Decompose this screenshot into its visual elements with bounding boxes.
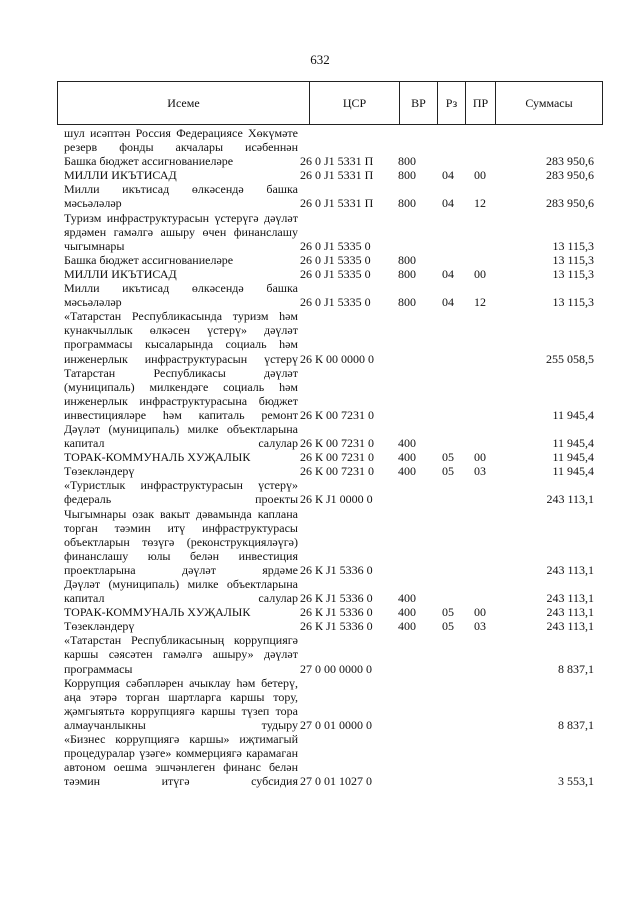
cell-name: Дәүләт (муниципаль) милке объектларына капитал салулар <box>64 577 298 606</box>
cell-vr: 400 <box>398 591 416 606</box>
table-row <box>64 619 596 633</box>
cell-sum: 255 058,5 <box>546 351 594 366</box>
cell-pr <box>466 422 498 450</box>
cell-pr <box>466 126 498 154</box>
table-row <box>64 732 596 788</box>
table-row <box>64 253 596 267</box>
cell-name: Коррупция сәбәпләрен ачыклау һәм бетерү, аңа этәрә торган шартларга каршы тору, җәмгыятьтә коррупциягә каршы түзеп тора алмаучанлыкны тудыру <box>64 675 298 732</box>
cell-pr <box>466 309 498 365</box>
cell-vr: 800 <box>398 252 416 267</box>
cell-csr: 26 0 J1 5335 0 <box>300 295 371 310</box>
cell-csr: 26 К J1 0000 0 <box>300 492 373 507</box>
cell-name: Төзекләндерү <box>64 619 135 634</box>
cell-csr: 26 К 00 7231 0 <box>300 464 375 479</box>
cell-rz: 04 <box>442 266 454 281</box>
cell-pr <box>466 366 498 422</box>
cell-vr <box>396 676 434 732</box>
cell-vr: 800 <box>398 295 416 310</box>
table-row <box>64 366 596 422</box>
cell-csr: 27 0 01 1027 0 <box>300 774 372 789</box>
cell-vr: 800 <box>398 196 416 211</box>
cell-csr: 26 К J1 5336 0 <box>300 591 373 606</box>
cell-pr: 12 <box>474 295 486 310</box>
cell-pr <box>466 577 498 605</box>
cell-sum: 11 945,4 <box>552 436 594 451</box>
cell-sum: 243 113,1 <box>546 492 594 507</box>
cell-vr <box>396 211 434 253</box>
cell-sum: 283 950,6 <box>546 196 594 211</box>
table-row <box>64 267 596 281</box>
cell-pr <box>466 633 498 675</box>
table-row <box>64 281 596 309</box>
cell-pr: 00 <box>474 266 486 281</box>
header-rz: Рз <box>438 82 466 125</box>
table-row <box>64 507 596 577</box>
cell-rz <box>434 732 466 788</box>
table-header <box>57 81 603 125</box>
cell-vr <box>396 366 434 422</box>
cell-name: Туризм инфраструктурасын үстерүгә дәүләт ярдәмен гамәлгә ашыру өчен финанслашу чыгымнары <box>64 210 298 253</box>
cell-csr: 26 0 J1 5331 П <box>300 154 374 169</box>
cell-csr: 26 0 J1 5331 П <box>300 196 374 211</box>
table-row <box>64 422 596 450</box>
cell-pr: 00 <box>474 450 486 465</box>
cell-csr: 26 К 00 0000 0 <box>300 351 375 366</box>
cell-pr <box>466 732 498 788</box>
cell-pr <box>466 253 498 267</box>
cell-vr: 400 <box>398 436 416 451</box>
cell-csr: 26 К J1 5336 0 <box>300 562 373 577</box>
table-row <box>64 154 596 168</box>
table-row <box>64 633 596 675</box>
cell-csr: 26 0 J1 5335 0 <box>300 266 371 281</box>
cell-sum: 8 837,1 <box>558 661 594 676</box>
cell-name: Дәүләт (муниципаль) милке объектларына капитал салулар <box>64 421 298 451</box>
cell-rz: 04 <box>442 295 454 310</box>
cell-name: Милли икътисад өлкәсендә башка мәсьәләләр <box>64 182 298 211</box>
cell-vr <box>396 126 434 154</box>
cell-sum <box>498 126 596 154</box>
cell-csr: 26 К J1 5336 0 <box>300 605 373 620</box>
cell-rz <box>434 478 466 506</box>
cell-name: «Татарстан Республикасында туризм һәм кунакчыллык өлкәсен үстерү» дәүләт программасы кысаларында социаль һәм инженерлык инфраструктурасын үстерү <box>64 309 298 366</box>
cell-rz: 05 <box>442 619 454 634</box>
header-sum: Суммасы <box>496 82 603 125</box>
cell-name: МИЛЛИ ИКЪТИСАД <box>64 266 177 281</box>
table-row <box>64 450 596 464</box>
table-row <box>64 464 596 478</box>
cell-sum: 283 950,6 <box>546 154 594 169</box>
cell-csr: 26 К 00 7231 0 <box>300 436 375 451</box>
cell-vr: 800 <box>398 168 416 183</box>
cell-name: «Бизнес коррупциягә каршы» иҗтимагый процедуралар үзәге» коммерциягә карамаган автоном оешма эшчәнлеген финанс белән тәэмин итүгә субсидия <box>64 732 298 789</box>
cell-pr: 00 <box>474 605 486 620</box>
cell-vr: 400 <box>398 464 416 479</box>
cell-pr: 00 <box>474 168 486 183</box>
cell-csr: 26 К 00 7231 0 <box>300 407 375 422</box>
table-row <box>64 676 596 732</box>
cell-sum: 243 113,1 <box>546 562 594 577</box>
table-row <box>64 126 596 154</box>
cell-rz <box>434 309 466 365</box>
cell-sum: 11 945,4 <box>552 407 594 422</box>
cell-rz <box>434 126 466 154</box>
cell-sum: 243 113,1 <box>546 619 594 634</box>
cell-name: «Татарстан Республикасының коррупциягә каршы сәясәтен гамәлгә ашыру» дәүләт программасы <box>64 633 298 676</box>
cell-csr: 27 0 00 0000 0 <box>300 661 372 676</box>
cell-sum: 243 113,1 <box>546 605 594 620</box>
cell-csr: 27 0 01 0000 0 <box>300 717 372 732</box>
cell-sum: 8 837,1 <box>558 717 594 732</box>
cell-csr: 26 К 00 7231 0 <box>300 450 375 465</box>
cell-pr <box>466 478 498 506</box>
cell-csr: 26 0 J1 5335 0 <box>300 252 371 267</box>
cell-name: «Туристлык инфраструктурасын үстерү» федераль проекты <box>64 478 298 507</box>
cell-sum: 13 115,3 <box>552 266 594 281</box>
cell-name: Милли икътисад өлкәсендә башка мәсьәләләр <box>64 281 298 310</box>
cell-rz <box>434 507 466 577</box>
cell-vr <box>396 732 434 788</box>
table-row <box>64 168 596 182</box>
cell-pr <box>466 507 498 577</box>
cell-name: МИЛЛИ ИКЪТИСАД <box>64 168 177 183</box>
cell-rz <box>434 422 466 450</box>
cell-vr <box>396 507 434 577</box>
cell-csr: 26 0 J1 5331 П <box>300 168 374 183</box>
cell-csr <box>298 126 396 154</box>
cell-pr <box>466 154 498 168</box>
table-body <box>64 126 596 788</box>
cell-vr: 400 <box>398 619 416 634</box>
cell-name: шул исәптән Россия Федерациясе Хөкүмәте резерв фонды акчалары исәбеннән <box>64 126 298 155</box>
cell-csr: 26 К J1 5336 0 <box>300 619 373 634</box>
cell-vr <box>396 309 434 365</box>
table-row <box>64 577 596 605</box>
cell-pr <box>466 211 498 253</box>
cell-name: Чыгымнары озак вакыт дәвамында каплана торган тәэмин итү инфраструктурасы объектларын төзүгә (реконструкцияләүгә) финанслашу юлы белән инвестиция проектларына дәүләт ярдәме <box>64 506 298 577</box>
cell-sum: 283 950,6 <box>546 168 594 183</box>
cell-sum: 13 115,3 <box>552 295 594 310</box>
header-name: Исеме <box>58 82 310 125</box>
cell-name: ТОРАК-КОММУНАЛЬ ХУҖАЛЫК <box>64 450 251 465</box>
cell-rz: 05 <box>442 464 454 479</box>
header-row <box>58 82 603 125</box>
cell-rz <box>434 633 466 675</box>
header-csr: ЦСР <box>310 82 400 125</box>
cell-name: Татарстан Республикасы дәүләт (муниципаль) милкендәге социаль һәм инженерлык инфраструктурасына бюджет инвестицияләре һәм капиталь ремонт <box>64 365 298 422</box>
cell-pr: 03 <box>474 464 486 479</box>
cell-pr: 03 <box>474 619 486 634</box>
cell-sum: 13 115,3 <box>552 238 594 253</box>
page-number: 632 <box>310 52 330 67</box>
header-pr: ПР <box>466 82 496 125</box>
cell-rz <box>434 211 466 253</box>
cell-vr: 400 <box>398 450 416 465</box>
cell-sum: 243 113,1 <box>546 591 594 606</box>
cell-rz <box>434 577 466 605</box>
table-row <box>64 309 596 365</box>
cell-vr: 400 <box>398 605 416 620</box>
cell-rz <box>434 366 466 422</box>
cell-sum: 3 553,1 <box>558 774 594 789</box>
cell-pr: 12 <box>474 196 486 211</box>
cell-sum: 11 945,4 <box>552 464 594 479</box>
table-row <box>64 182 596 210</box>
cell-name: Төзекләндерү <box>64 464 135 479</box>
cell-rz <box>434 676 466 732</box>
cell-vr <box>396 633 434 675</box>
cell-rz <box>434 154 466 168</box>
table-row <box>64 478 596 506</box>
cell-vr: 800 <box>398 266 416 281</box>
cell-rz: 04 <box>442 196 454 211</box>
cell-csr: 26 0 J1 5335 0 <box>300 238 371 253</box>
header-vr: ВР <box>400 82 438 125</box>
table-row <box>64 211 596 253</box>
budget-table <box>64 126 596 788</box>
cell-rz: 04 <box>442 168 454 183</box>
cell-pr <box>466 676 498 732</box>
cell-vr: 800 <box>398 154 416 169</box>
cell-vr <box>396 478 434 506</box>
cell-sum: 11 945,4 <box>552 450 594 465</box>
cell-rz: 05 <box>442 450 454 465</box>
cell-rz <box>434 253 466 267</box>
cell-rz: 05 <box>442 605 454 620</box>
table-row <box>64 605 596 619</box>
cell-name: ТОРАК-КОММУНАЛЬ ХУҖАЛЫК <box>64 605 251 620</box>
cell-name: Башка бюджет ассигнованиеләре <box>64 252 234 267</box>
cell-name: Башка бюджет ассигнованиеләре <box>64 154 234 169</box>
cell-sum: 13 115,3 <box>552 252 594 267</box>
